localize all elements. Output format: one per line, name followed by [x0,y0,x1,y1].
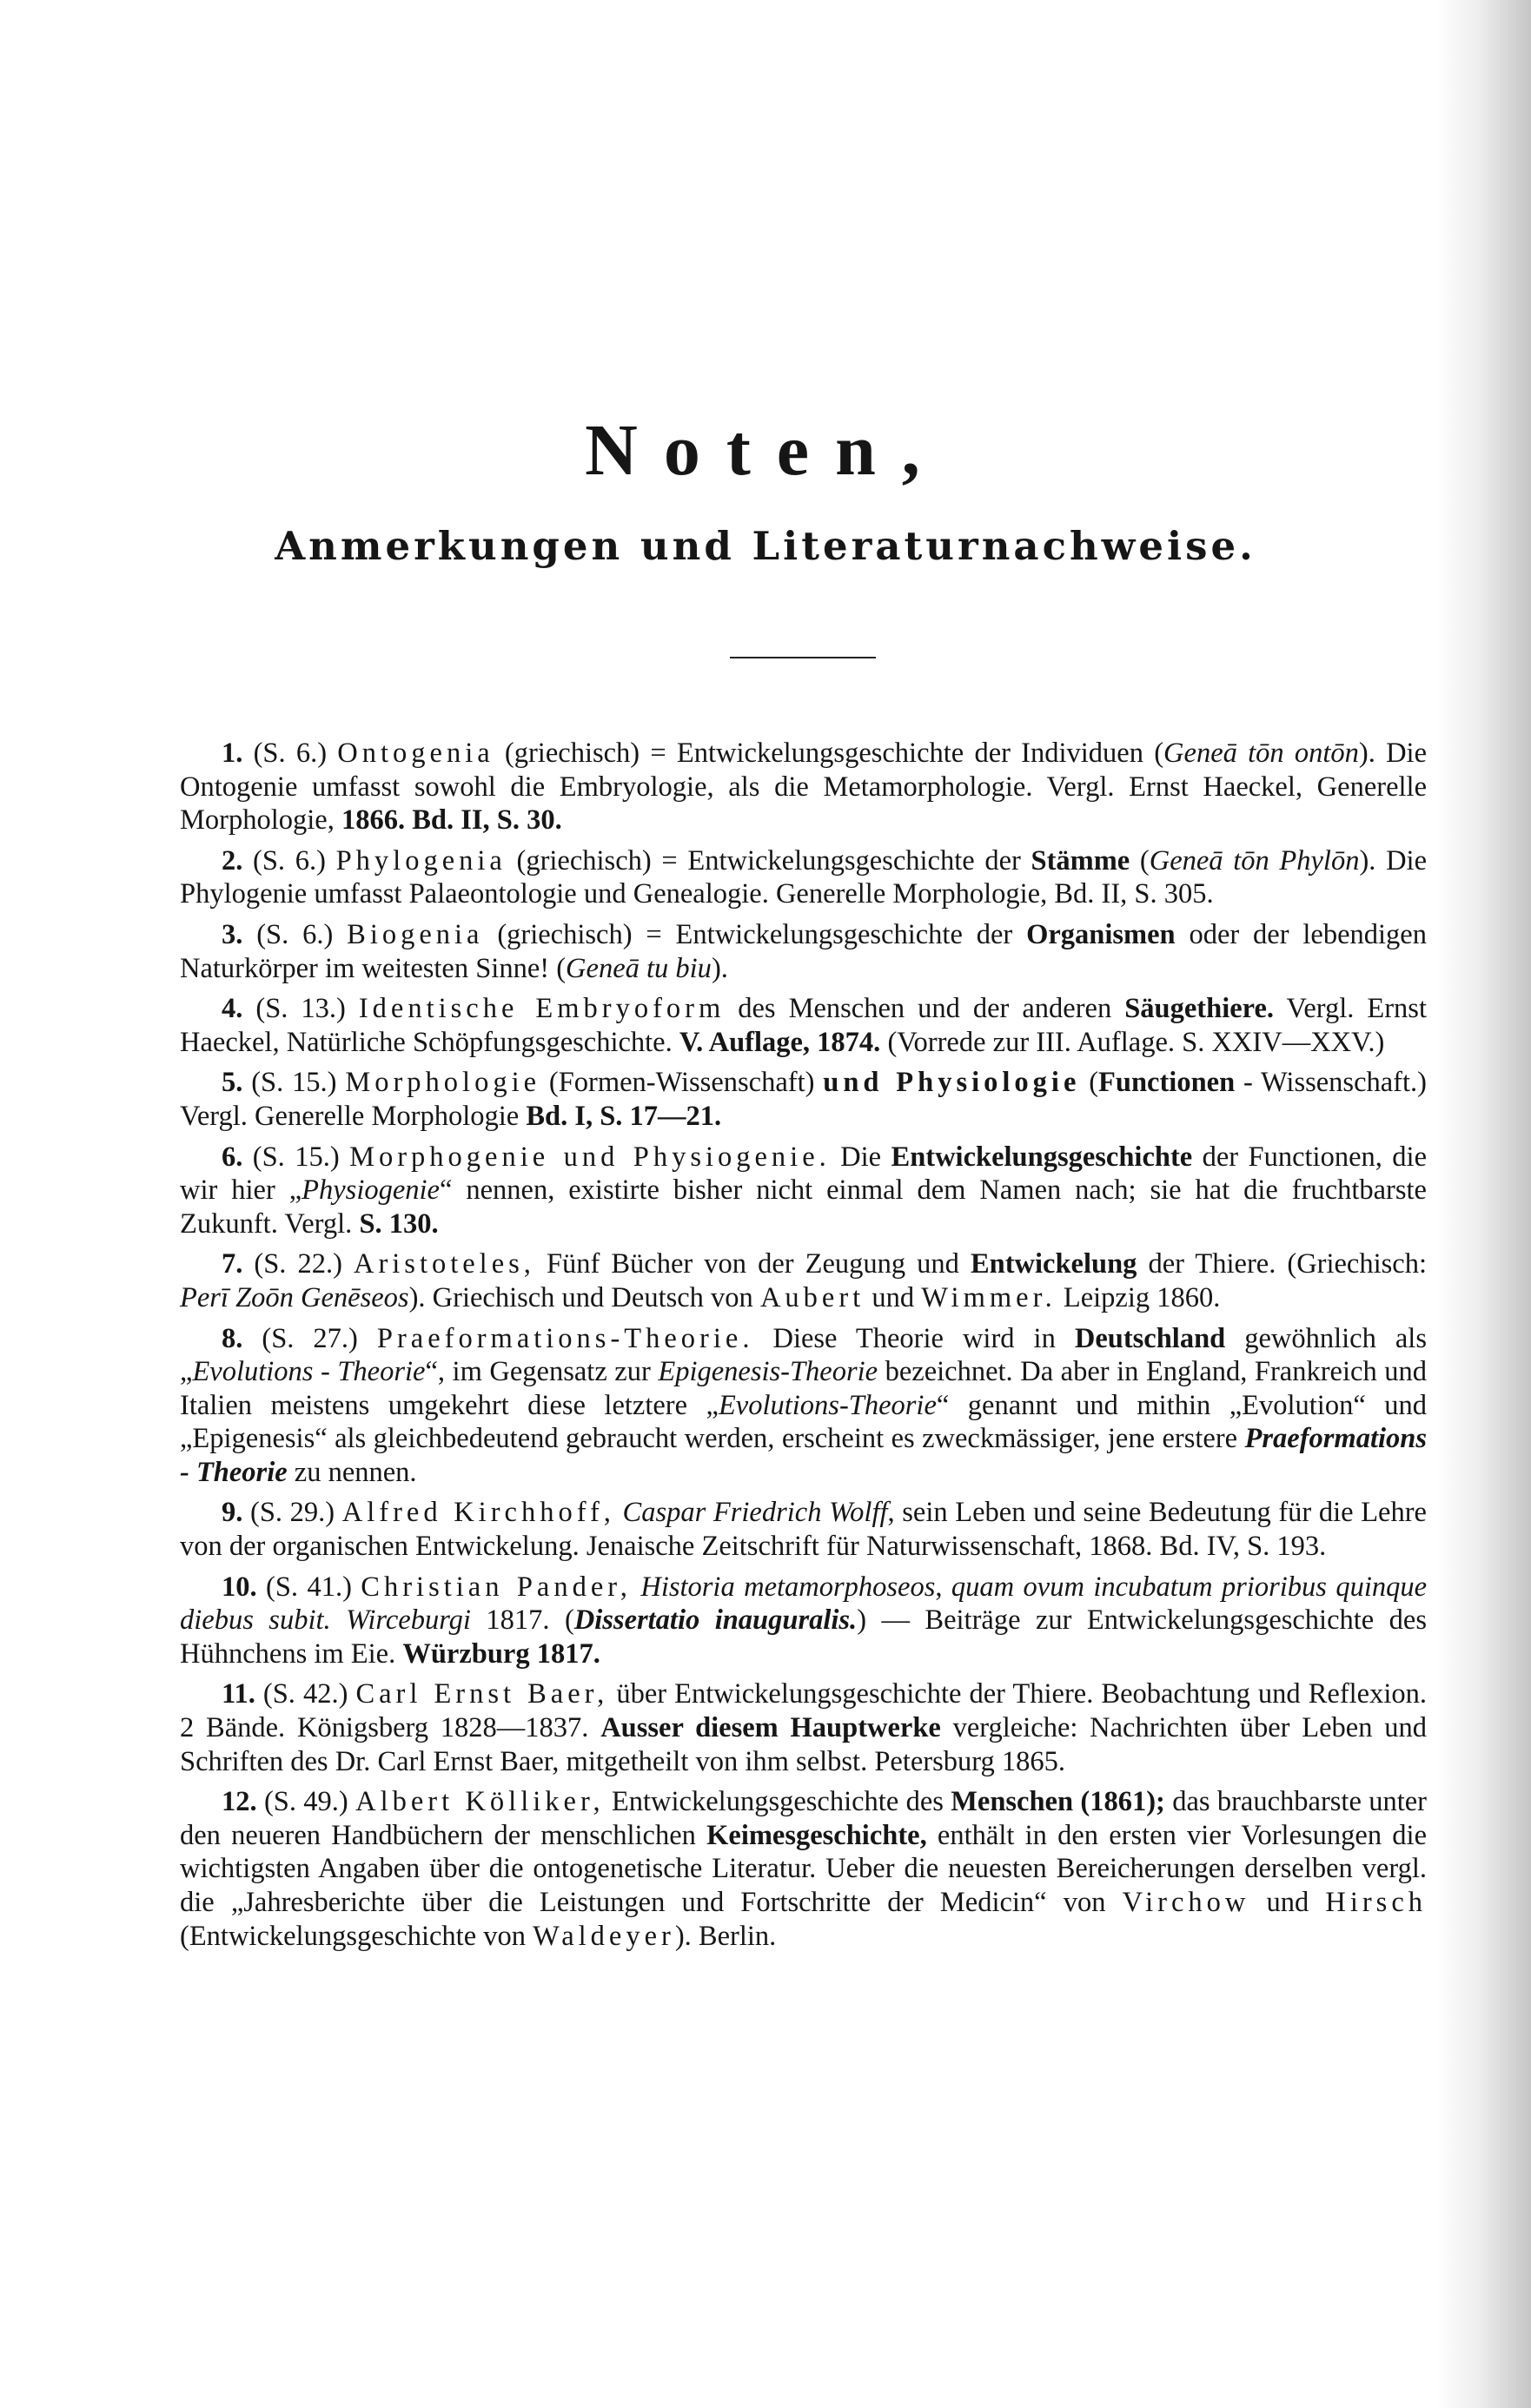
note-term: Hirsch [1325,1887,1428,1918]
note-number: 7. [222,1248,243,1280]
note-text: Die [830,1141,891,1173]
note-text: ). Die Ontogenie umfasst sowohl die Embryologie, als die Metamorphologie. Vergl. Ernst Haeckel, Generelle Morphologie, [180,738,1427,837]
note-italic: Perī Zoōn Genēseos [180,1281,409,1313]
note-bold: Functionen [1098,1067,1236,1099]
note-text: (S. 29.) [242,1497,342,1529]
note-text: vergleiche: Nachrichten über Leben und Schriften des Dr. Carl Ernst Baer, mitgetheilt von ihm selbst. Petersburg 1865. [180,1712,1427,1777]
note-text: (S. 13.) [242,993,359,1025]
note-text: 1817. ( [470,1604,574,1637]
note-text: oder der lebendigen Naturkörper im weitesten Sinne! ( [180,918,1427,984]
note-number: 9. [222,1497,243,1529]
note-text: bezeichnet. Da aber in England, Frankreich und Italien meistens umgekehrt diese letztere „ [180,1356,1427,1421]
note-text: (S. 15.) [242,1067,346,1099]
note-bold: Menschen (1861); [951,1786,1165,1818]
note-text: ( [1080,1067,1099,1099]
note-italic: Dissertatio inauguralis. [573,1604,858,1637]
note-text: ). [711,952,728,984]
note-term: Carl Ernst Baer, [355,1678,609,1710]
note-text: (S. 6.) [242,844,336,877]
note-term: Biogenia [347,918,484,950]
note-text: ). Die Phylogenie umfasst Palaeontologie und Genealogie. Generelle Morphologie, Bd. II, S. 305. [180,844,1428,910]
note-number: 8. [222,1322,243,1354]
note-number: 2. [222,844,243,877]
note-text: (S. 42.) [255,1678,356,1710]
note-text: (Formen-Wissenschaft) [540,1067,824,1099]
note-text: gewöhnlich als „ [180,1322,1427,1388]
note-bold: Organismen [1026,918,1176,950]
note-text: ) — Beiträge zur Entwickelungsgeschichte des Hühnchens im Eie. [180,1604,1427,1670]
notes-list [180,737,1427,1960]
note-term: Alfred Kirchhoff, [341,1497,615,1529]
note-text [615,1497,623,1528]
note-italic: Geneā tōn ontōn [1163,738,1359,769]
note-bold: Bd. I, S. 17—21. [526,1100,722,1132]
note-italic: Evolutions-Theorie [718,1389,937,1421]
note-7 [180,1247,1427,1314]
note-italic: Physiogenie [302,1174,440,1207]
note-text: (Entwickelungsgeschichte von [180,1920,534,1952]
note-italic: Epigenesis-Theorie [658,1356,878,1388]
note-9 [180,1496,1427,1563]
note-text: (Vorrede zur III. Auflage. S. XXIV—XXV.) [880,1026,1385,1058]
note-text: (S. 49.) [256,1786,356,1818]
note-text: “ nennen, existirte bisher nicht einmal dem Namen nach; sie hat die fruchtbarste Zukunft. Vergl. [180,1174,1427,1240]
note-italic: Evolutions - Theorie [192,1356,426,1388]
note-text: (griechisch) = Entwickelungsgeschichte der [483,918,1027,950]
page-subtitle: Anmerkungen und Literaturnachweise. [275,523,1256,569]
note-bold: 1866. Bd. II, S. 30. [341,804,562,837]
note-11 [180,1677,1427,1778]
note-italic: quam ovum incubatum prioribus quinque diebus subit. Wirceburgi [180,1571,1428,1637]
note-text: und [865,1281,922,1313]
note-12 [180,1785,1427,1953]
note-term: Morphogenie und Physiogenie. [349,1141,831,1173]
note-text: (S. 27.) [242,1322,377,1354]
note-number: 1. [222,738,243,769]
note-term: Identische Embryoform [358,993,726,1025]
title-divider [730,657,876,658]
note-bold: Säugethiere. [1124,993,1275,1025]
note-number: 10. [222,1571,257,1603]
note-text: der Functionen, die wir hier „ [180,1141,1427,1207]
note-number: 4. [222,993,243,1025]
note-bold: Entwickelung [970,1248,1137,1280]
note-italic: Praeformations - Theorie [180,1423,1427,1488]
page-title: Noten, [585,410,946,491]
note-bold: S. 130. [359,1207,439,1240]
note-bold: V. Auflage, 1874. [679,1026,881,1058]
page-edge-shadow [1435,0,1531,2408]
note-term: Albert Kölliker, [355,1786,605,1818]
note-term: Virchow [1122,1887,1250,1918]
note-bold: Stämme [1031,844,1130,877]
note-bold: Deutschland [1074,1322,1226,1354]
note-text: Vergl. Ernst Haeckel, Natürliche Schöpfungsgeschichte. [180,993,1427,1058]
note-bold: Ausser diesem Hauptwerke [600,1712,941,1744]
note-text: (S. 41.) [256,1571,361,1603]
note-term: Morphologie [345,1067,541,1099]
note-text: “ genannt und mithin „Evolution“ und „Epigenesis“ als gleichbedeutend gebraucht werden, erscheint es zweckmässiger, jene erstere [180,1389,1427,1455]
note-number: 5. [222,1067,243,1099]
note-text: (S. 6.) [242,918,348,950]
note-term: und Physiologie [823,1067,1081,1099]
note-text: des Menschen und der anderen [725,993,1125,1025]
note-5 [180,1066,1427,1133]
note-text: und [1249,1887,1326,1918]
note-italic: Historia metamorphoseos [640,1571,936,1603]
note-text [632,1571,640,1603]
note-text: (S. 15.) [242,1141,350,1173]
note-number: 3. [222,918,243,950]
note-text: das brauchbarste unter den neueren Handbüchern der menschlichen [180,1786,1427,1851]
note-term: Wimmer. [921,1281,1057,1313]
note-term: Aristoteles, [353,1248,535,1280]
note-8 [180,1322,1427,1490]
note-italic: Caspar Friedrich Wolff [622,1497,888,1529]
note-text: Leipzig 1860. [1056,1281,1221,1313]
note-4 [180,992,1427,1059]
note-text: “, im Gegensatz zur [425,1356,659,1388]
note-text: (griechisch) = Entwickelungsgeschichte der [506,844,1031,877]
note-term: Aubert [759,1281,865,1313]
note-10 [180,1571,1427,1671]
note-text: - Wissenschaft.) Vergl. Generelle Morphologie [180,1067,1427,1132]
note-term: Praeformations-Theorie. [376,1322,754,1354]
note-bold: Entwickelungsgeschichte [891,1141,1193,1173]
note-number: 6. [222,1141,243,1173]
note-text: der Thiere. (Griechisch: [1137,1248,1427,1280]
note-text: (griechisch) = Entwickelungsgeschichte der Individuen ( [494,738,1164,769]
note-bold: Würzburg 1817. [402,1637,600,1670]
note-text: ( [1130,844,1150,877]
note-text: zu nennen. [287,1456,417,1488]
note-term: Phylogenia [335,844,507,877]
note-1 [180,737,1427,837]
note-italic: Geneā tōn Phylōn [1149,844,1360,877]
note-term: Christian Pander, [361,1571,632,1603]
note-3 [180,918,1427,985]
note-number: 11. [222,1678,255,1710]
note-number: 12. [222,1786,257,1818]
note-term: Waldeyer [533,1920,675,1952]
note-text: Diese Theorie wird in [753,1322,1075,1354]
note-text: ). Griechisch und Deutsch von [408,1281,760,1313]
note-italic: Geneā tu biu [566,952,712,984]
note-term: Ontogenia [337,738,494,769]
note-text: Entwickelungsgeschichte des [604,1786,951,1818]
note-text: , sein Leben und seine Bedeutung für die Lehre von der organischen Entwickelung. Jenaische Zeitschrift für Naturwissenschaft, 1868. Bd. IV, S. 193. [180,1497,1427,1563]
note-6 [180,1141,1427,1241]
note-text: ). Berlin. [674,1920,777,1952]
note-2 [180,844,1427,911]
note-text: über Entwickelungsgeschichte der Thiere. Beobachtung und Reflexion. 2 Bände. Königsberg 1828—1837. [180,1678,1428,1744]
note-text: Fünf Bücher von der Zeugung und [534,1248,971,1280]
note-text: enthält in den ersten vier Vorlesungen die wichtigsten Angaben über die ontogenetische Literatur. Ueber die neuesten Bereicherungen derselben vergl. die „Jahresberichte über die Leistungen und Fortschritte der Medicin“ von [180,1819,1427,1918]
note-text: , [935,1571,951,1603]
note-text: (S. 22.) [242,1248,354,1280]
note-text: (S. 6.) [242,738,338,769]
note-bold: Keimesgeschichte, [706,1819,927,1851]
